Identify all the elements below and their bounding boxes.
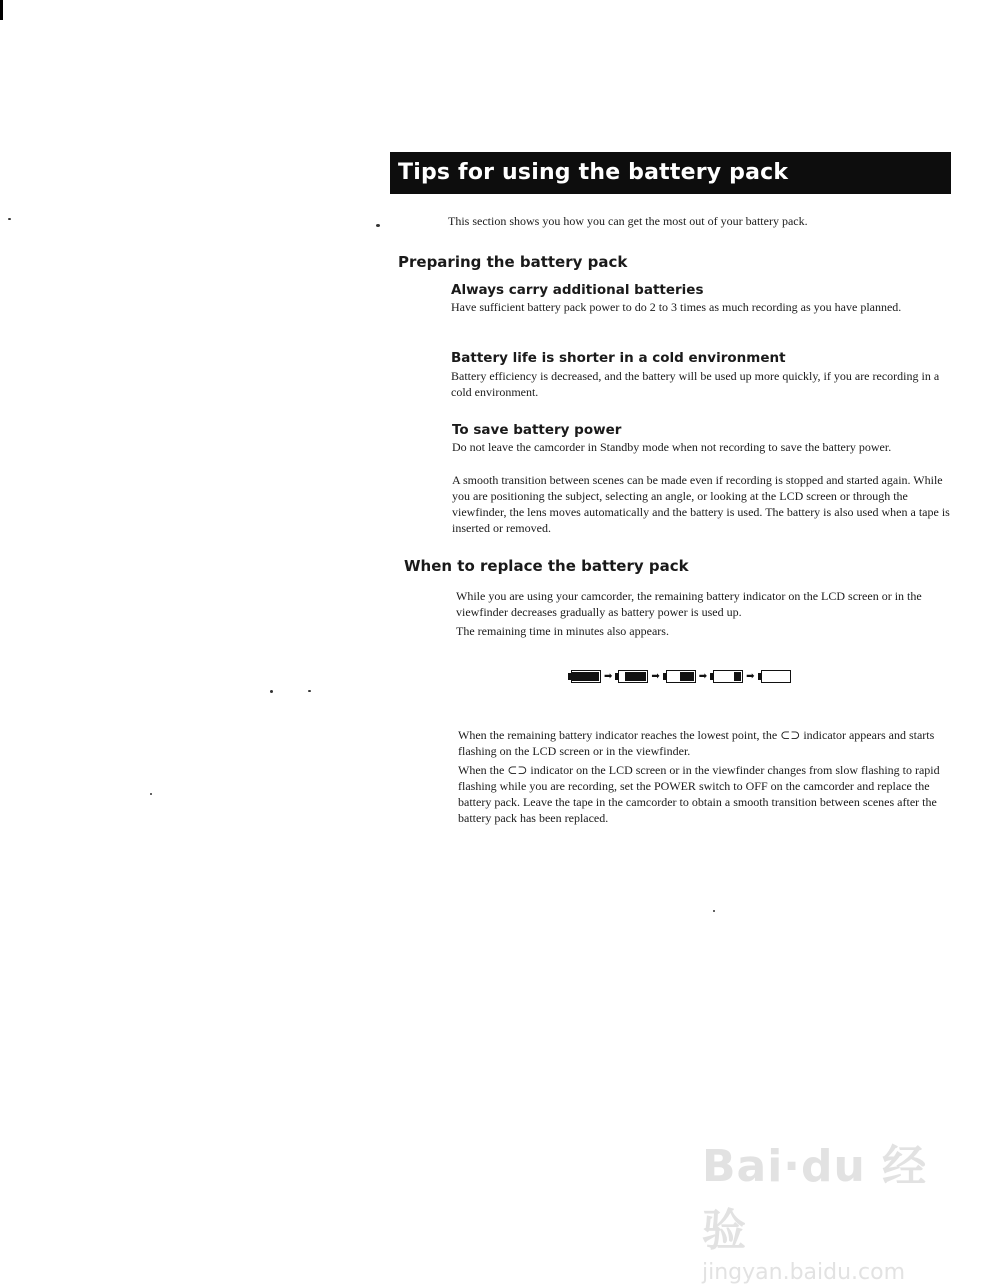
arrow-right-icon: ➡ <box>604 670 613 682</box>
battery-body <box>571 670 601 683</box>
paragraph-carry-batteries: Have sufficient battery pack power to do 2 to 3 times as much recording as you have planned. <box>451 300 902 314</box>
scan-speck <box>713 910 715 912</box>
battery-icon <box>758 670 791 683</box>
paragraph-remaining-time: The remaining time in minutes also appears. <box>456 624 669 638</box>
scan-speck <box>8 218 11 220</box>
battery-icon <box>710 670 743 683</box>
subheading-save-power: To save battery power <box>452 422 622 438</box>
scan-speck <box>308 690 311 692</box>
battery-charge-fill <box>680 672 694 681</box>
scan-speck <box>270 690 273 693</box>
watermark-url: jingyan.baidu.com <box>702 1260 906 1285</box>
page-title: Tips for using the battery pack <box>390 152 951 194</box>
paragraph-lowest-point: When the remaining battery indicator reaches the lowest point, the ⊂⊃ indicator appears and starts flashing on the LCD screen or in the viewfinder. <box>458 728 935 758</box>
paragraph-cold-environment: Battery efficiency is decreased, and the battery will be used up more quickly, if you are recording in a cold environment. <box>451 369 940 399</box>
arrow-right-icon: ➡ <box>698 670 708 682</box>
battery-body <box>666 670 696 683</box>
battery-charge-fill <box>571 672 599 681</box>
battery-icon <box>615 670 648 683</box>
arrow-right-icon: ➡ <box>746 670 755 682</box>
page-edge-mark <box>0 0 3 20</box>
scan-speck <box>150 793 152 795</box>
section-heading-preparing: Preparing the battery pack <box>398 253 628 271</box>
battery-body <box>713 670 743 683</box>
baidu-watermark <box>702 1130 942 1285</box>
battery-icon <box>568 670 601 683</box>
paragraph-indicator-decreases: While you are using your camcorder, the remaining battery indicator on the LCD screen or in the viewfinder decreases gradually as battery power is used up. <box>456 589 922 619</box>
intro-text: This section shows you how you can get the most out of your battery pack. <box>448 214 808 228</box>
paragraph-standby: Do not leave the camcorder in Standby mode when not recording to save the battery power. <box>452 440 892 454</box>
battery-body <box>618 670 648 683</box>
subheading-cold-environment: Battery life is shorter in a cold environment <box>451 350 786 366</box>
watermark-logo: Bai·du 经验 <box>702 1141 928 1256</box>
arrow-right-icon: ➡ <box>651 670 660 682</box>
battery-icon <box>663 670 696 683</box>
battery-charge-fill <box>625 672 646 681</box>
battery-body <box>761 670 791 683</box>
paragraph-smooth-transition: A smooth transition between scenes can be made even if recording is stopped and started again. While you are positioning the subject, selecting an angle, or looking at the LCD screen or through the viewfinder, the lens moves automatically and the battery is used. The battery is also used when a tape is inserted or removed. <box>452 473 950 535</box>
subheading-carry-batteries: Always carry additional batteries <box>451 282 704 298</box>
battery-level-sequence <box>568 665 808 687</box>
paragraph-rapid-flashing: When the ⊂⊃ indicator on the LCD screen or in the viewfinder changes from slow flashing to rapid flashing while you are recording, set the POWER switch to OFF on the camcorder and replace the battery pack. Leave the tape in the camcorder to obtain a smooth transition between scenes after the battery pack has been replaced. <box>458 763 940 825</box>
section-heading-replace: When to replace the battery pack <box>404 557 689 575</box>
battery-charge-fill <box>734 672 741 681</box>
scan-speck <box>376 224 380 227</box>
